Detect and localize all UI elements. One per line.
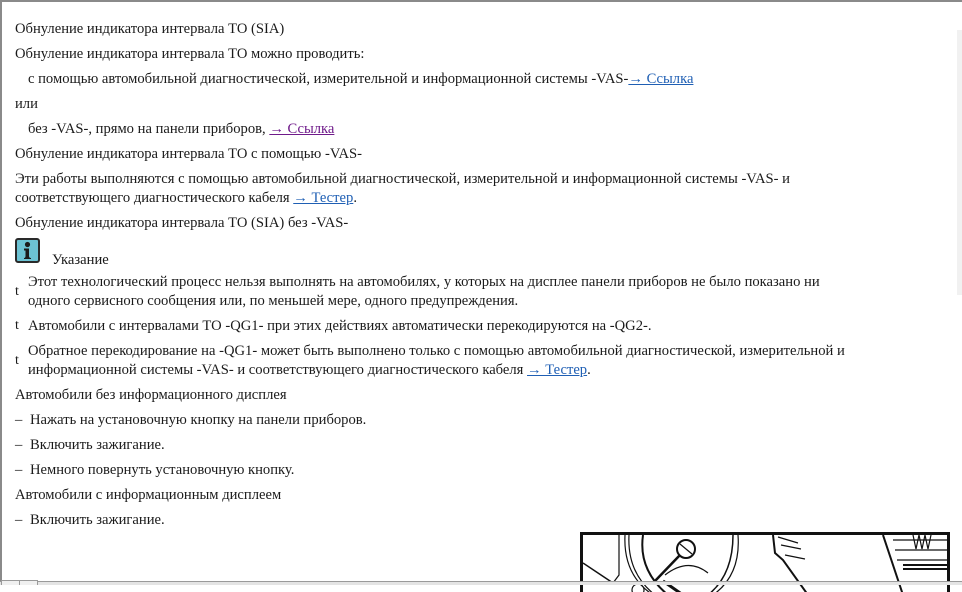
section-no-vas-heading: Обнуление индикатора интервала ТО (SIA) без -VAS- [15,215,349,231]
vertical-scrollbar[interactable] [957,30,962,295]
info-icon [15,238,40,263]
option-no-vas-text: без -VAS-, прямо на панели приборов, [28,121,270,137]
page-title: Обнуление индикатора интервала ТО (SIA) [15,21,285,37]
horizontal-scrollbar[interactable] [0,581,962,585]
link-tester-2[interactable]: → Тестер [527,362,588,378]
period: . [587,362,591,378]
step-text: Нажать на установочную кнопку на панели приборов. [30,412,367,428]
dash-icon: – [15,512,23,528]
scroll-left-button[interactable] [1,580,20,585]
step-item [15,412,366,429]
dash-icon: – [15,462,23,478]
dash-icon: – [15,412,23,428]
bullet-icon: t [15,318,19,333]
step-item [15,512,165,529]
link-vas[interactable]: → Ссылка [628,71,694,87]
section-vas-line2 [15,190,357,207]
dash-icon: – [15,437,23,453]
step-text: Немного повернуть установочную кнопку. [30,462,295,478]
step-text: Включить зажигание. [30,437,165,453]
note-label: Указание [52,252,109,268]
with-display-heading: Автомобили с информационным дисплеем [15,487,282,503]
note-item-2-line1: Автомобили с интервалами ТО -QG1- при этих действиях автоматически перекодируются на -QG2-. [28,318,652,334]
bullet-icon: t [15,284,19,299]
step-text: Включить зажигание. [30,512,165,528]
note-item-1-line2: одного сервисного сообщения или, по меньшей мере, одного предупреждения. [28,293,519,309]
or-text: или [15,96,38,112]
link-no-vas[interactable]: → Ссылка [269,121,335,137]
step-item [15,437,165,454]
note-item-3-line2-text: информационной системы -VAS- и соответствующего диагностического кабеля [28,362,528,378]
bullet-icon: t [15,353,19,368]
period: . [353,190,357,206]
note-item-3-line1: Обратное перекодирование на -QG1- может быть выполнено только с помощью автомобильной диагностической, измерительной и [28,343,845,359]
note-item-1-line1: Этот технологический процесс нельзя выполнять на автомобилях, у которых на дисплее панели приборов не было показано ни [28,274,820,290]
without-display-heading: Автомобили без информационного дисплея [15,387,287,403]
section-vas-line2-text: соответствующего диагностического кабеля [15,190,294,206]
option-vas [28,71,693,88]
step-item [15,462,294,479]
intro-text: Обнуление индикатора интервала ТО можно проводить: [15,46,365,62]
option-vas-text: с помощью автомобильной диагностической, измерительной и информационной системы -VAS- [28,71,629,87]
link-tester-1[interactable]: → Тестер [293,190,354,206]
option-no-vas [28,121,334,138]
scroll-right-button[interactable] [19,580,38,585]
note-item-3-line2 [28,360,591,380]
section-vas-heading: Обнуление индикатора интервала ТО с помощью -VAS- [15,146,363,162]
section-vas-line1: Эти работы выполняются с помощью автомобильной диагностической, измерительной и информационной системы -VAS- и [15,171,790,187]
